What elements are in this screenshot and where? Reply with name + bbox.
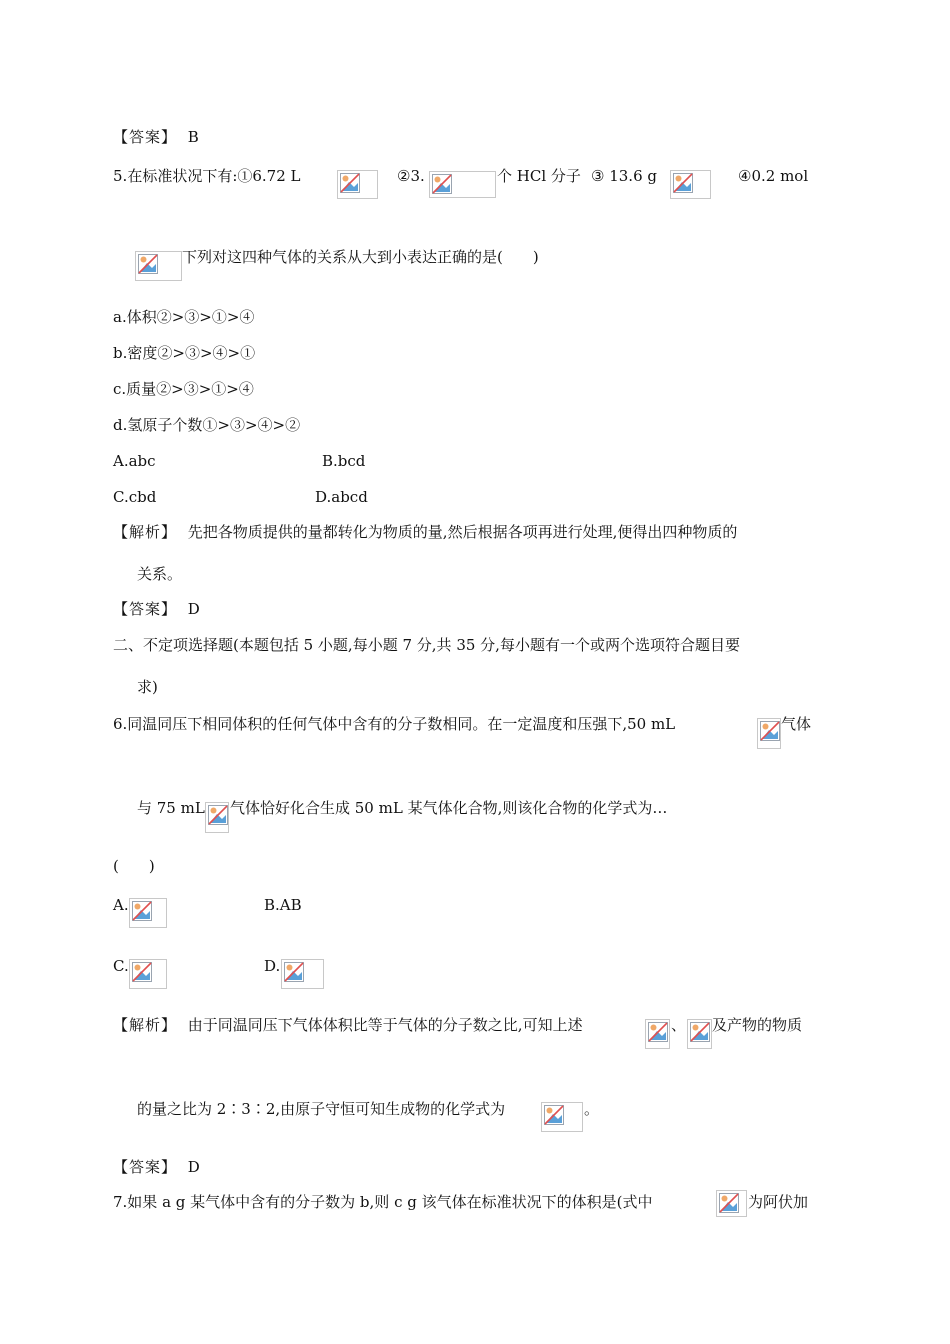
q6-analysis-period: 。 [584,1100,600,1118]
formula-image [645,1019,670,1049]
q6-choice-d: D. [264,957,281,975]
choice-b: B.bcd [322,452,366,470]
broken-image-icon [760,721,780,741]
formula-image [135,251,182,281]
q6-line2: 气体恰好化合生成 50 mL 某气体化合物,则该化合物的化学式为… [230,799,668,817]
q5-answer-line [113,599,200,619]
q5-item2a: ②3. [397,167,425,185]
broken-image-icon [132,901,152,921]
formula-image [429,171,496,198]
q6-analysis-end: 及产物的物质 [712,1016,803,1034]
q6-answer-line [113,1157,200,1177]
q6-paren: ( ) [113,857,155,875]
q5-line2: 下列对这四种气体的关系从大到小表达正确的是( ) [182,248,539,266]
q6-analysis-sep: 、 [671,1016,687,1034]
broken-image-icon [719,1193,739,1213]
q7-line1: 7.如果 a g 某气体中含有的分子数为 b,则 c g 该气体在标准状况下的体积是(式中 [113,1193,653,1211]
answer-value: B [187,128,199,146]
section-heading: 二、不定项选择题(本题包括 5 小题,每小题 7 分,共 35 分,每小题有一个或两个选项符合题目要 [113,636,740,654]
broken-image-icon [138,254,158,274]
q6-analysis-line2: 的量之比为 2∶3∶2,由原子守恒可知生成物的化学式为 [137,1100,506,1118]
q6-line1-end: 气体 [781,715,812,733]
q5-option-a: a.体积②>③>①>④ [113,308,255,326]
choice-d: D.abcd [315,488,368,506]
q5-item3: ③ 13.6 g [591,167,657,185]
broken-image-icon [544,1105,564,1125]
q5-item2b: 个 HCl 分子 [497,167,581,185]
q6-choice-b: B.AB [264,896,302,914]
formula-image [757,718,781,749]
q6-choice-c: C. [113,957,129,975]
answer-tag: 【答案】 [113,1158,178,1176]
answer-tag: 【答案】 [113,600,178,618]
choice-c: C.cbd [113,488,157,506]
section-heading-cont: 求) [137,678,158,696]
analysis-tag: 【解析】 [113,1016,178,1034]
answer-value: D [187,1158,200,1176]
analysis-text: 先把各物质提供的量都转化为物质的量,然后根据各项再进行处理,便得出四种物质的 [187,523,738,541]
formula-image [281,959,324,989]
formula-image [337,170,378,199]
formula-image [129,898,167,928]
question-number: 5. [113,167,128,185]
q5-lead-text: 在标准状况下有:①6.72 L [127,167,301,185]
q7-line1-end: 为阿伏加 [748,1193,809,1211]
answer-line [113,127,199,147]
formula-image [670,170,711,199]
formula-image [205,802,229,833]
broken-image-icon [432,174,452,194]
formula-image [716,1190,747,1217]
q5-analysis-line2: 关系。 [137,565,183,583]
q5-item4: ④0.2 mol [738,167,809,185]
formula-image [129,959,167,989]
broken-image-icon [132,962,152,982]
broken-image-icon [648,1022,668,1042]
analysis-text: 由于同温同压下气体体积比等于气体的分子数之比,可知上述 [187,1016,583,1034]
q5-option-b: b.密度②>③>④>① [113,344,256,362]
answer-tag: 【答案】 [113,128,178,146]
choice-a: A.abc [113,452,156,470]
formula-image [541,1102,583,1132]
q5-analysis-line1 [113,522,737,542]
broken-image-icon [340,173,360,193]
answer-value: D [187,600,200,618]
q6-line1: 6.同温同压下相同体积的任何气体中含有的分子数相同。在一定温度和压强下,50 mL [113,715,676,733]
broken-image-icon [690,1022,710,1042]
q5-line1 [113,166,301,186]
q5-option-d: d.氢原子个数①>③>④>② [113,416,301,434]
q6-choice-a: A. [113,896,129,914]
q6-analysis-line1 [113,1015,583,1035]
broken-image-icon [284,962,304,982]
analysis-tag: 【解析】 [113,523,178,541]
broken-image-icon [208,805,228,825]
q6-line2-start: 与 75 mL [137,799,205,817]
broken-image-icon [673,173,693,193]
formula-image [687,1019,712,1049]
q5-option-c: c.质量②>③>①>④ [113,380,254,398]
